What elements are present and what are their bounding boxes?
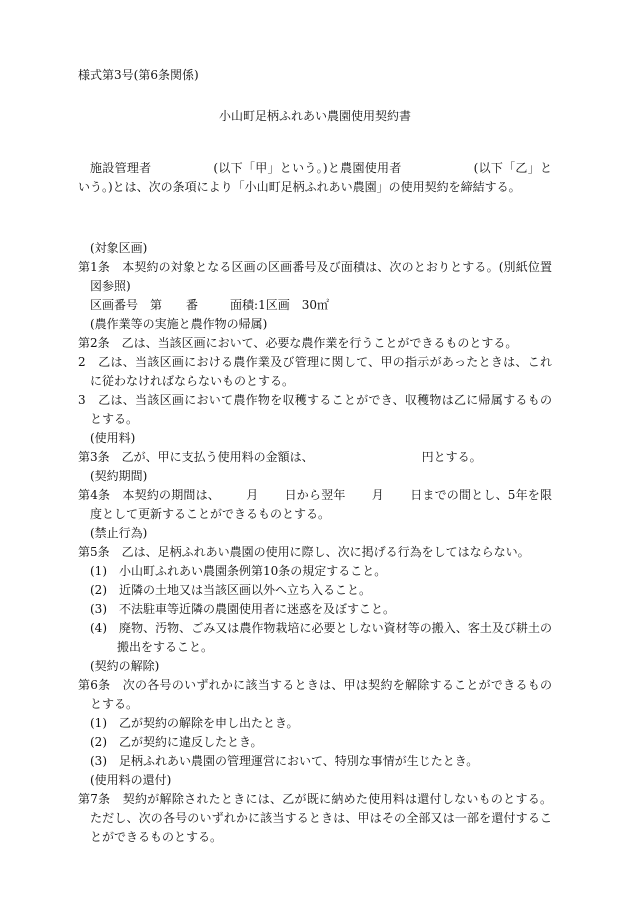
article-5-item-4: (4) 廃物、汚物、ごみ又は農作物栽培に必要としない資材等の搬入、客土及び耕土の搬出をすること。 [90, 621, 552, 654]
article-5-item-3: (3) 不法駐車等近隣の農園使用者に迷惑を及ぼすこと。 [90, 602, 396, 616]
article-2: 第2条 乙は、当該区画において、必要な農作業を行うことができるものとする。 [78, 336, 518, 350]
form-number: 様式第3号(第6条関係) [78, 68, 199, 82]
article-3 [78, 448, 552, 467]
article-6-item-3: (3) 足柄ふれあい農園の管理運営において、特別な事情が生じたとき。 [90, 754, 479, 768]
intro-part2: (以下「甲」という。)と農園使用者 [213, 161, 402, 175]
article-4-month-1: 月 [246, 488, 259, 502]
plot-ban: 番 [186, 298, 199, 312]
contract-body [78, 239, 552, 847]
article-4-text-c: 日から翌年 [284, 488, 346, 502]
heading-7: (使用料の還付) [90, 773, 172, 787]
document-title: 小山町足柄ふれあい農園使用契約書 [218, 109, 411, 123]
article-4 [78, 486, 552, 524]
plot-area: 面積:1区画 30㎡ [230, 298, 329, 312]
heading-6: (契約の解除) [90, 659, 160, 673]
heading-3: (使用料) [90, 431, 136, 445]
intro-paragraph [78, 159, 552, 197]
intro-part1: 施設管理者 [90, 161, 152, 175]
article-7: 第7条 契約が解除されたときには、乙が既に納めた使用料は還付しないものとする。ただし、次の各号のいずれかに該当するときは、甲はその全部又は一部を還付することができるものとする。 [78, 792, 552, 844]
heading-4: (契約期間) [90, 469, 148, 483]
article-3-text-a: 第3条 乙が、甲に支払う使用料の金額は、 [78, 450, 314, 464]
article-6: 第6条 次の各号のいずれかに該当するときは、甲は契約を解除することができるものとする。 [78, 678, 552, 711]
article-5-item-2: (2) 近隣の土地又は当該区画以外へ立ち入ること。 [90, 583, 372, 597]
article-6-item-2: (2) 乙が契約に違反したとき。 [90, 735, 263, 749]
article-4-text-e: 日までの間とし、5年を限度として更新することができるものとする。 [90, 488, 552, 521]
article-2-para-2: 2 乙は、当該区画における農作業及び管理に関して、甲の指示があったときは、これに従わなければならないものとする。 [78, 355, 552, 388]
article-2-para-3: 3 乙は、当該区画において農作物を収穫することができ、収穫物は乙に帰属するものとする。 [78, 393, 552, 426]
plot-label: 区画番号 [90, 298, 139, 312]
heading-5: (禁止行為) [90, 526, 148, 540]
plot-line [78, 296, 552, 315]
article-4-text-a: 第4条 本契約の期間は、 [78, 488, 220, 502]
article-3-text-b: 円とする。 [421, 450, 482, 464]
intro-part3: (以下「乙」という。)とは、次の条項により「小山町足柄ふれあい農園」の使用契約を締結する。 [78, 161, 552, 194]
article-4-month-2: 月 [371, 488, 384, 502]
plot-dai: 第 [150, 298, 163, 312]
heading-2: (農作業等の実施と農作物の帰属) [90, 317, 268, 331]
article-5-item-1: (1) 小山町ふれあい農園条例第10条の規定すること。 [90, 564, 387, 578]
article-5: 第5条 乙は、足柄ふれあい農園の使用に際し、次に掲げる行為をしてはならない。 [78, 545, 530, 559]
heading-1: (対象区画) [90, 241, 148, 255]
article-1: 第1条 本契約の対象となる区画の区画番号及び面積は、次のとおりとする。(別紙位置図参照) [78, 260, 552, 293]
article-6-item-1: (1) 乙が契約の解除を申し出たとき。 [90, 716, 299, 730]
